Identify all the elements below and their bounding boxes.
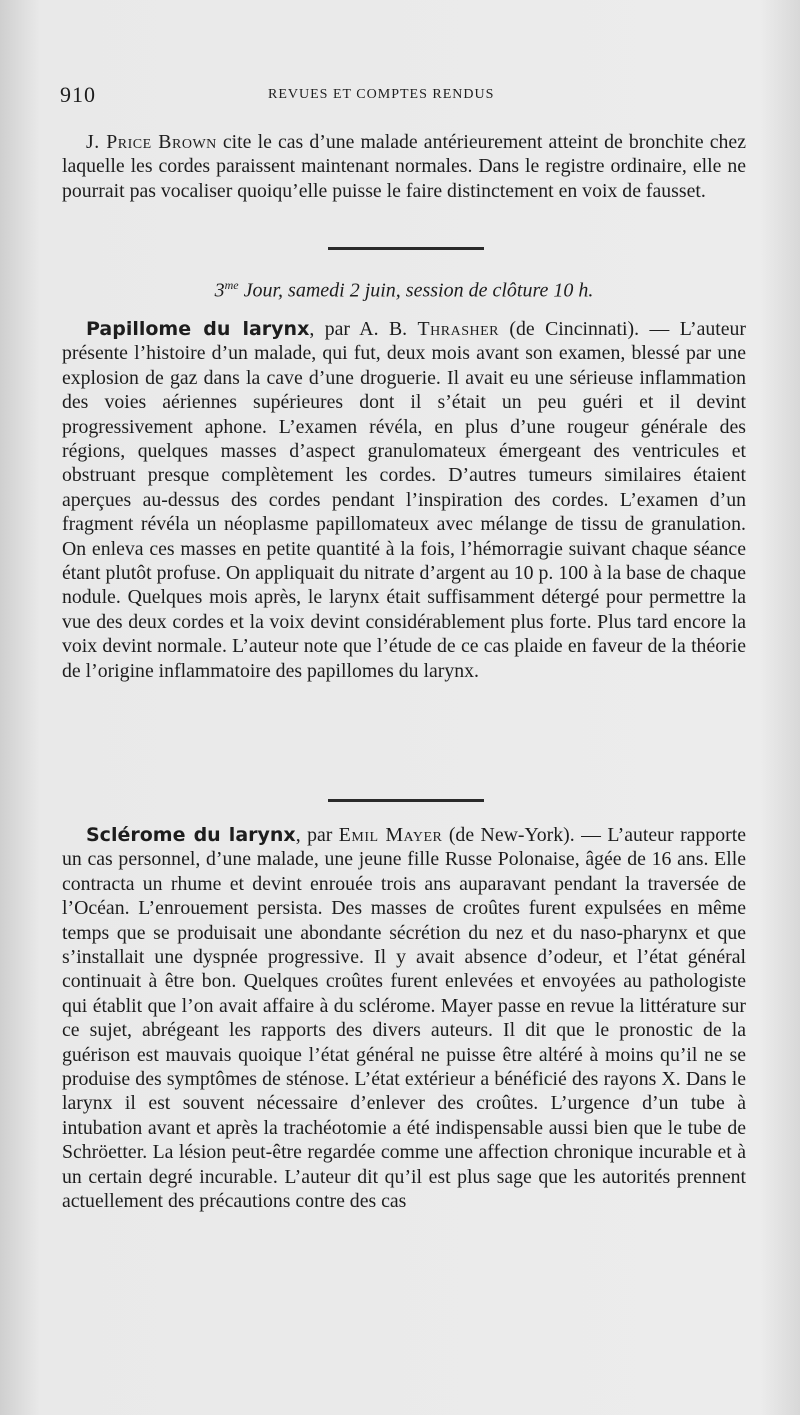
session-heading	[62, 278, 746, 303]
paragraph-text: L’auteur rapporte un cas personnel, d’une malade, une jeune fille Russe Polonaise, âgée de 16 ans. Elle contracta un rhume et devint enrouée trois ans auparavant pendant la traversée de l’Océan. L’enrouement persista. Des masses de croûtes furent expulsées en même temps que se produisait une abondante sécrétion du nez et du naso-pharynx et que s’installait une dyspnée progressive. Il y avait absence d’odeur, et l’état général continuait à être bon. Quelques croûtes furent enlevées et envoyées au pathologiste qui établit que l’on avait affaire à du sclérome. Mayer passe en revue la littérature sur ce sujet, abrégeant les rapports des divers auteurs. Il dit que le pronostic de la guérison est mauvais quoique l’état général ne puisse être altéré à moins qu’il ne se produise des symptômes de sténose. L’état extérieur a bénéficié des rayons X. Dans le larynx il est souvent nécessaire d’enlever des croûtes. L’urgence d’un tube à intubation avant et après la trachéotomie a été indispensable aussi bien que le tube de Schröetter. La lésion peut-être regardée comme une affection chronique incurable et à un certain degré incurable. L’auteur dit qu’il est plus sage que les autorités prennent actuellement des précautions contre des cas	[62, 824, 746, 1213]
author-location: (de Cincinnati). —	[498, 318, 670, 340]
paragraph-text: L’auteur présente l’histoire d’un malade, qui fut, deux mois avant son examen, blessé par une explosion de gaz dans la cave d’une droguerie. Il avait eu une sérieuse inflammation des voies aériennes supérieures dont il s’était un peu guéri et il devint progressivement aphone. L’examen révéla, en plus d’une rougeur générale des régions, quelques masses d’aspect granulomateux émergeant des ventricules et obstruant presque complètement les cordes. D’autres tumeurs similaires étaient aperçues au-dessus des cordes pendant l’inspiration des cordes. L’examen d’un fragment révéla un néoplasme papillomateux avec mélange de tissu de granulation. On enleva ces masses en petite quantité à la fois, l’hémorragie suivant chaque séance étant plutôt profuse. On appliquait du nitrate d’argent au 10 p. 100 à la base de chaque nodule. Quelques mois après, le larynx était suffisamment détergé pour permettre la vue des deux cordes et la voix devint considérablement plus forte. Plus tard encore la voix devint normale. L’auteur note que l’étude de ce cas plaide en faveur de la théorie de l’origine inflammatoire des papillomes du larynx.	[62, 318, 746, 682]
intro-paragraph-block	[62, 130, 746, 203]
section-divider	[328, 799, 484, 802]
sclerome-paragraph	[62, 823, 746, 1214]
intro-paragraph	[62, 130, 746, 203]
paragraph-text: cite le cas d’une malade antérieurement atteint de bronchite chez laquelle les cordes paraissent maintenant normales. Dans le registre ordinaire, elle ne pourrait pas vocaliser quoiqu’elle puisse le faire distinctement en voix de fausset.	[62, 131, 746, 202]
author-location: (de New-York). —	[442, 824, 601, 846]
running-head: REVUES ET COMPTES RENDUS	[268, 87, 495, 102]
papillome-paragraph	[62, 317, 746, 683]
author-name: Thrasher	[417, 318, 499, 340]
page-number: 910	[60, 82, 96, 107]
byline-text: , par A. B.	[309, 318, 418, 340]
papillome-section	[62, 317, 746, 683]
author-name: Emil Mayer	[338, 824, 443, 846]
session-ordinal-suffix: me	[224, 278, 239, 292]
session-heading-text: Jour, samedi 2 juin, session de clôture 10 h.	[238, 279, 594, 302]
sclerome-section	[62, 823, 746, 1214]
session-ordinal: 3	[214, 279, 225, 302]
article-title: Sclérome du larynx	[86, 824, 296, 846]
byline-text: , par	[295, 824, 339, 846]
author-name: J. Price Brown	[86, 131, 217, 153]
section-divider	[328, 247, 484, 250]
page-header	[58, 82, 748, 114]
article-title: Papillome du larynx	[86, 318, 310, 340]
